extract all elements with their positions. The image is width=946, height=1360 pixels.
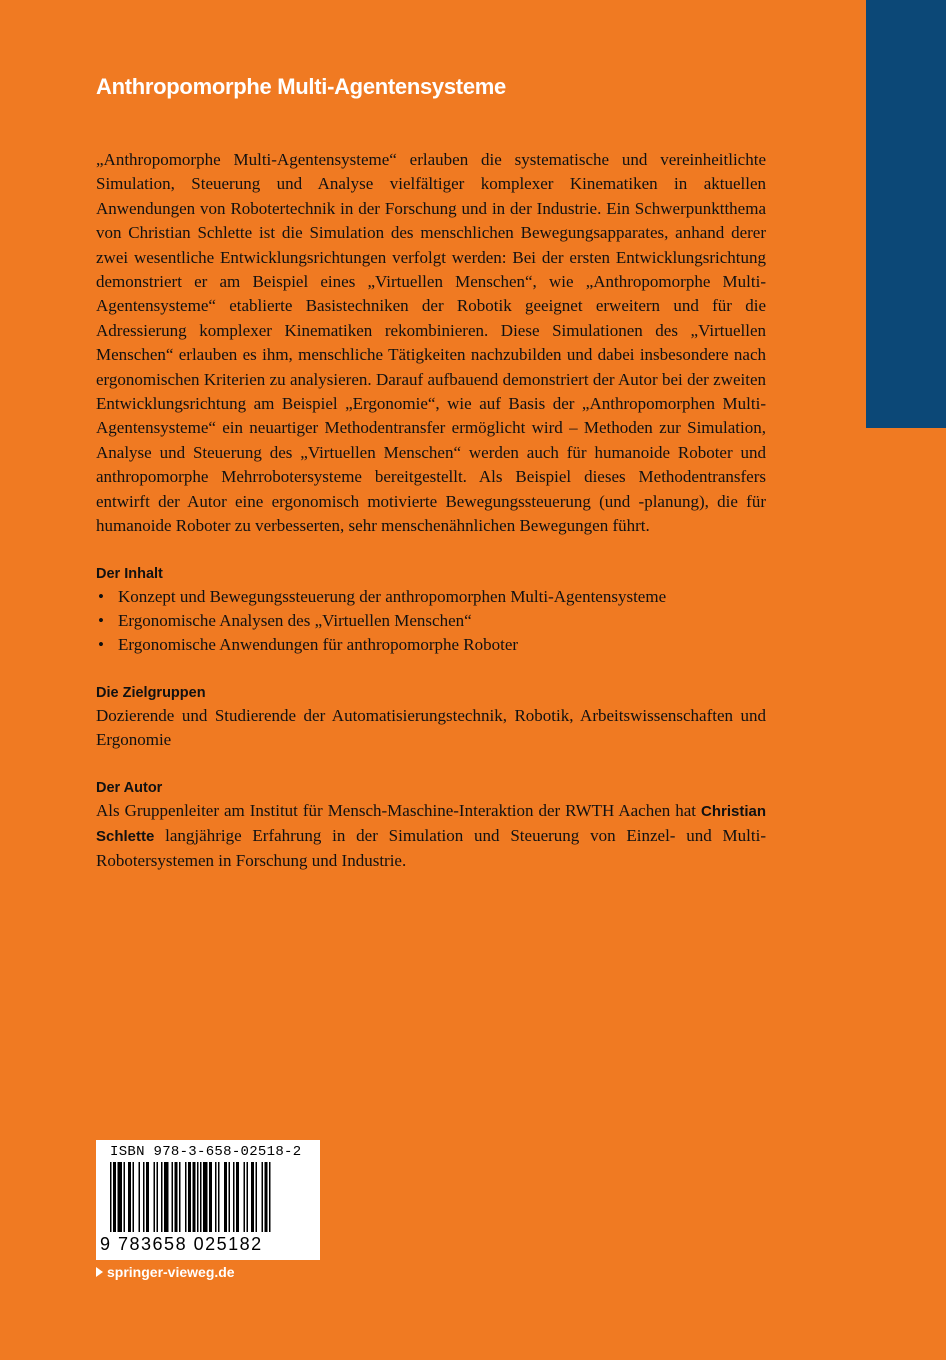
author-name: Christian Schlette: [96, 802, 766, 845]
barcode-bars: [96, 1162, 320, 1236]
intro-paragraph: „Anthropomorphe Multi-Agentensysteme“ erlauben die systematische und vereinheitlichte Simulation, Steuerung und Analyse vielfältiger komplexer Kinematiken in aktuellen Anwendungen von Robotertechnik in der Forschung und in der Industrie. Ein Schwerpunktthema von Christian Schlette ist die Simulation des menschlichen Bewegungsapparates, anhand derer zwei wesentliche Entwicklungsrichtungen verfolgt werden: Bei der ersten Entwicklungsrichtung demonstriert er am Beispiel eines „Virtuellen Menschen“, wie „Anthropomorphe Multi-Agentensysteme“ etablierte Basistechniken der Robotik geeignet erweitern und für die Adressierung komplexer Kinematiken rekombinieren. Diese Simulationen des „Virtuellen Menschen“ erlauben es ihm, menschliche Tätigkeiten nachzubilden und dabei insbesondere nach ergonomischen Kriterien zu analysieren. Darauf aufbauend demonstriert der Autor bei der zweiten Entwicklungsrichtung am Beispiel „Ergonomie“, wie auf Basis der „Anthropomorphen Multi-Agentensysteme“ ein neuartiger Methodentransfer ermöglicht wird – Methoden zur Simulation, Analyse und Steuerung des „Virtuellen Menschen“ werden auch für humanoide Roboter und anthropomorphe Mehrrobotersysteme bereitgestellt. Als Beispiel dieses Methodentransfers entwirft der Autor eine ergonomisch motivierte Bewegungssteuerung (und -planung), die für humanoide Roboter zu verbesserten, sehr menschenähnlichen Bewegungen führt.: [96, 150, 766, 536]
website-link[interactable]: [96, 1264, 235, 1280]
isbn-label: ISBN 978-3-658-02518-2: [110, 1144, 302, 1160]
list-item: • Ergonomische Anwendungen für anthropomorphe Roboter: [96, 633, 766, 657]
inhalt-heading: Der Inhalt: [96, 565, 163, 582]
arrow-right-icon: [96, 1267, 103, 1277]
list-item: • Ergonomische Analysen des „Virtuellen Menschen“: [96, 609, 766, 633]
isbn-barcode: [96, 1140, 320, 1260]
autor-heading: Der Autor: [96, 779, 163, 796]
back-cover-text: [96, 148, 766, 874]
autor-section: [96, 777, 766, 874]
zielgruppen-heading: Die Zielgruppen: [96, 684, 206, 701]
list-item: • Konzept und Bewegungssteuerung der anthropomorphen Multi-Agentensysteme: [96, 585, 766, 609]
blue-accent-band: [866, 0, 946, 428]
bullet-icon: •: [98, 610, 104, 630]
bullet-icon: •: [98, 635, 104, 655]
inhalt-section: [96, 563, 766, 658]
autor-text: Als Gruppenleiter am Institut für Mensch-Maschine-Interaktion der RWTH Aachen hat Christian Schlette langjährige Erfahrung in der Simulation und Steuerung von Einzel- und Multi-Robotersystemen in Forschung und Industrie.: [96, 800, 766, 871]
zielgruppen-section: [96, 682, 766, 753]
bullet-icon: •: [98, 586, 104, 606]
zielgruppen-text: Dozierende und Studierende der Automatisierungstechnik, Robotik, Arbeitswissenschaften und Ergonomie: [96, 705, 766, 750]
barcode-digits: 9 783658 025182: [100, 1234, 263, 1254]
page-title: Anthropomorphe Multi-Agentensysteme: [96, 74, 506, 99]
inhalt-list: [96, 585, 766, 658]
website-label: springer-vieweg.de: [107, 1264, 235, 1280]
